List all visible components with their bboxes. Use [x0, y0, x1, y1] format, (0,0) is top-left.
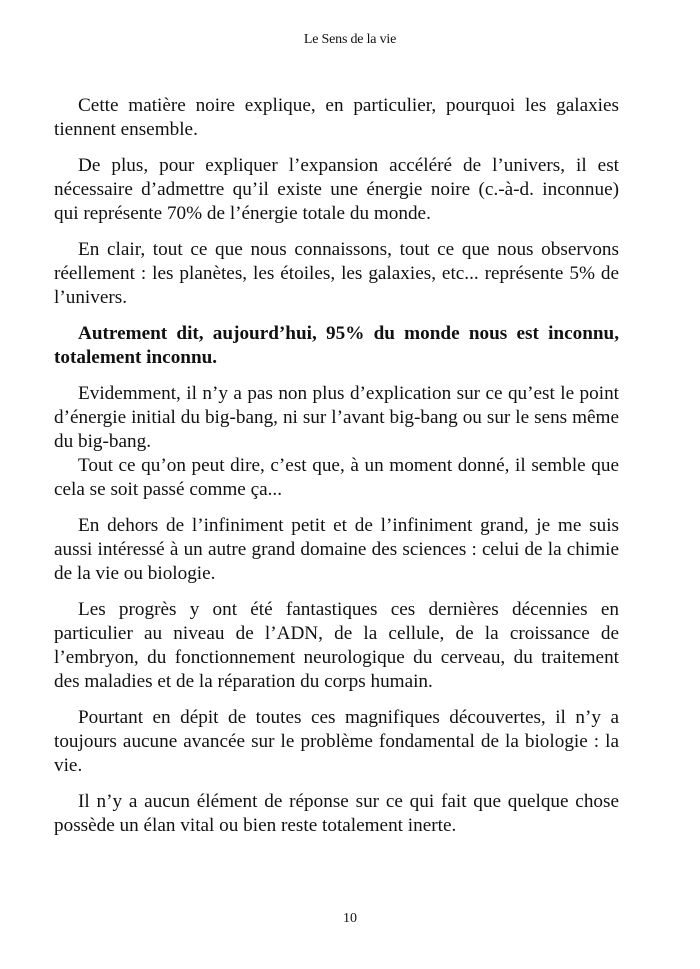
- paragraph: En clair, tout ce que nous connaissons, tout ce que nous observons réellement : les planètes, les étoiles, les galaxies, etc... représente 5% de l’univers.: [54, 239, 619, 308]
- paragraph: Pourtant en dépit de toutes ces magnifiques découvertes, il n’y a toujours aucune avancée sur le problème fondamental de la biologie : la vie.: [54, 707, 619, 776]
- paragraph-bold-emphasis: Autrement dit, aujourd’hui, 95% du monde nous est inconnu, totalement inconnu.: [54, 323, 619, 368]
- paragraph: De plus, pour expliquer l’expansion accéléré de l’univers, il est nécessaire d’admettre qu’il existe une énergie noire (c.-à-d. inconnue) qui représente 70% de l’énergie totale du monde.: [54, 155, 619, 224]
- page-number: 10: [343, 911, 357, 926]
- running-header-title: Le Sens de la vie: [303, 32, 397, 47]
- paragraph: Cette matière noire explique, en particulier, pourquoi les galaxies tiennent ensemble.: [54, 95, 619, 140]
- paragraph: Evidemment, il n’y a pas non plus d’explication sur ce qu’est le point d’énergie initial du big-bang, ni sur l’avant big-bang ou sur le sens même du big-bang.: [54, 383, 619, 452]
- page-body: [54, 94, 619, 850]
- paragraph: Tout ce qu’on peut dire, c’est que, à un moment donné, il semble que cela se soit passé comme ça...: [54, 455, 619, 500]
- paragraph: En dehors de l’infiniment petit et de l’infiniment grand, je me suis aussi intéressé à un autre grand domaine des sciences : celui de la chimie de la vie ou biologie.: [54, 515, 619, 584]
- paragraph: Il n’y a aucun élément de réponse sur ce qui fait que quelque chose possède un élan vital ou bien reste totalement inerte.: [54, 791, 619, 836]
- paragraph: Les progrès y ont été fantastiques ces dernières décennies en particulier au niveau de l’ADN, de la cellule, de la croissance de l’embryon, du fonctionnement neurologique du cerveau, du traitement des maladies et de la réparation du corps humain.: [54, 599, 619, 692]
